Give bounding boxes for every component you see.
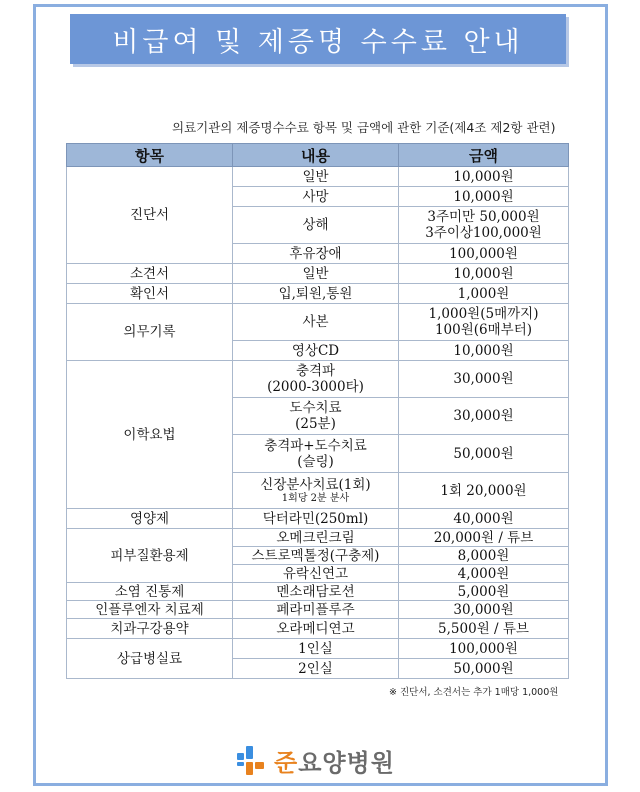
content-cell: 닥터라민(250ml) xyxy=(233,509,399,529)
content-cell: 오메크린크림 xyxy=(233,529,399,547)
content-cell xyxy=(233,398,399,435)
content-cell xyxy=(233,473,399,509)
content-line: 충격파 xyxy=(295,363,336,379)
content-line: 충격파+도수치료 xyxy=(264,437,367,454)
amount-cell xyxy=(399,304,569,341)
amount-cell: 10,000원 xyxy=(399,187,569,207)
title-banner xyxy=(70,14,566,64)
amount-line: 3주미만 50,000원 xyxy=(427,209,540,225)
table-row xyxy=(67,639,569,659)
hospital-name-accent: 준 xyxy=(274,749,299,777)
amount-cell: 1회 20,000원 xyxy=(399,473,569,509)
amount-cell: 4,000원 xyxy=(399,565,569,583)
table-row xyxy=(67,264,569,284)
content-cell: 1인실 xyxy=(233,639,399,659)
header-item: 항목 xyxy=(67,144,233,167)
content-cell: 상해 xyxy=(233,207,399,244)
table-row xyxy=(67,167,569,187)
hospital-logo xyxy=(234,743,395,778)
content-cell: 일반 xyxy=(233,167,399,187)
category-cell: 의무기록 xyxy=(67,304,233,361)
content-cell: 오라메디연고 xyxy=(233,619,399,639)
content-cell: 유락신연고 xyxy=(233,565,399,583)
amount-cell: 10,000원 xyxy=(399,167,569,187)
table-row xyxy=(67,583,569,601)
amount-cell: 30,000원 xyxy=(399,398,569,435)
category-cell: 소견서 xyxy=(67,264,233,284)
table-row xyxy=(67,284,569,304)
category-cell: 소염 진통제 xyxy=(67,583,233,601)
amount-cell: 100,000원 xyxy=(399,639,569,659)
category-cell: 진단서 xyxy=(67,167,233,264)
table-row xyxy=(67,601,569,619)
category-cell: 상급병실료 xyxy=(67,639,233,679)
page-title: 비급여 및 제증명 수수료 안내 xyxy=(112,26,524,58)
content-line: (25분) xyxy=(295,416,336,432)
amount-cell: 20,000원 / 튜브 xyxy=(399,529,569,547)
category-cell: 인플루엔자 치료제 xyxy=(67,601,233,619)
content-cell: 페라미플루주 xyxy=(233,601,399,619)
table-row xyxy=(67,509,569,529)
header-content: 내용 xyxy=(233,144,399,167)
content-cell xyxy=(233,435,399,473)
amount-cell: 10,000원 xyxy=(399,264,569,284)
content-cell: 사망 xyxy=(233,187,399,207)
table-row xyxy=(67,304,569,341)
amount-cell: 8,000원 xyxy=(399,547,569,565)
content-cell: 스트로멕톨정(구충제) xyxy=(233,547,399,565)
content-cell: 멘소래담로션 xyxy=(233,583,399,601)
amount-cell: 50,000원 xyxy=(399,435,569,473)
category-cell: 확인서 xyxy=(67,284,233,304)
category-cell: 영양제 xyxy=(67,509,233,529)
header-amount: 금액 xyxy=(399,144,569,167)
content-cell: 일반 xyxy=(233,264,399,284)
amount-cell: 5,000원 xyxy=(399,583,569,601)
category-cell: 피부질환용제 xyxy=(67,529,233,583)
fee-table xyxy=(66,143,569,679)
amount-cell: 40,000원 xyxy=(399,509,569,529)
content-cell: 영상CD xyxy=(233,341,399,361)
amount-cell: 1,000원 xyxy=(399,284,569,304)
amount-cell: 50,000원 xyxy=(399,659,569,679)
hospital-name xyxy=(274,743,395,778)
table-row xyxy=(67,361,569,398)
table-caption: 의료기관의 제증명수수료 항목 및 금액에 관한 기준(제4조 제2항 관련) xyxy=(172,120,556,135)
content-line: 신장분사치료(1회) xyxy=(260,477,371,493)
content-cell: 입,퇴원,통원 xyxy=(233,284,399,304)
amount-cell: 100,000원 xyxy=(399,244,569,264)
content-cell: 2인실 xyxy=(233,659,399,679)
table-row xyxy=(67,529,569,547)
amount-cell: 30,000원 xyxy=(399,361,569,398)
amount-line: 1,000원(5매까지) xyxy=(428,306,539,322)
content-cell: 사본 xyxy=(233,304,399,341)
amount-line: 100원(6매부터) xyxy=(434,322,533,338)
hospital-name-rest: 요양병원 xyxy=(298,749,395,777)
content-cell xyxy=(233,361,399,398)
amount-cell: 30,000원 xyxy=(399,601,569,619)
category-cell: 이학요법 xyxy=(67,361,233,509)
footnote: ※ 진단서, 소견서는 추가 1매당 1,000원 xyxy=(389,687,559,698)
amount-cell: 10,000원 xyxy=(399,341,569,361)
content-note: 1회당 2분 분사 xyxy=(281,493,350,504)
content-cell: 후유장애 xyxy=(233,244,399,264)
content-line: (2000-3000타) xyxy=(267,379,364,395)
table-header-row xyxy=(67,144,569,167)
content-line: 도수치료 xyxy=(289,400,342,416)
amount-cell xyxy=(399,207,569,244)
amount-line: 3주이상100,000원 xyxy=(425,225,542,241)
amount-cell: 5,500원 / 튜브 xyxy=(399,619,569,639)
table-row xyxy=(67,619,569,639)
content-line: (슬링) xyxy=(297,453,334,470)
medical-cross-logo-icon xyxy=(234,744,268,778)
category-cell: 치과구강용약 xyxy=(67,619,233,639)
